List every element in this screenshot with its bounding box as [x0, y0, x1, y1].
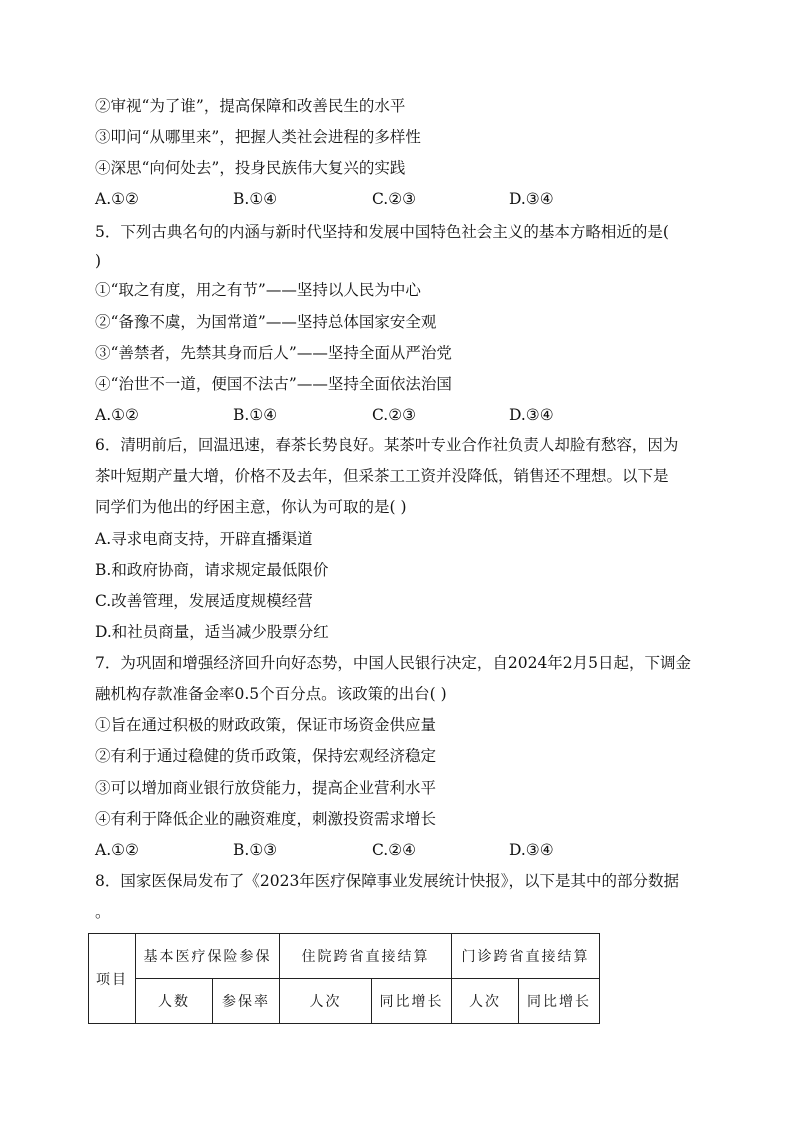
q5-option-c: C.②③	[372, 406, 417, 424]
q4-option-d: D.③④	[509, 190, 554, 208]
q4-item-2: ②审视“为了谁”，提高保障和改善民生的水平	[95, 97, 406, 115]
q7-stem-line-2: 融机构存款准备金率0.5个百分点。该政策的出台( )	[95, 685, 447, 703]
q6-stem-line-2: 茶叶短期产量大增，价格不及去年，但采茶工工资并没降低，销售还不理想。以下是	[95, 467, 669, 485]
q6-option-d: D.和社员商量，适当减少股票分红	[95, 623, 329, 641]
q5-item-1: ①“取之有度，用之有节”——坚持以人民为中心	[95, 281, 421, 299]
q6-stem-line-3: 同学们为他出的纾困主意，你认为可取的是( )	[95, 498, 407, 516]
table-row-header: 项目	[89, 934, 136, 1024]
q5-item-3: ③“善禁者，先禁其身而后人”——坚持全面从严治党	[95, 344, 452, 362]
table-subheader-inpatient-growth: 同比增长	[372, 979, 452, 1024]
q5-stem-line-1: 5．下列古典名句的内涵与新时代坚持和发展中国特色社会主义的基本方略相近的是(	[95, 223, 669, 241]
q8-stem-line-2: 。	[95, 903, 111, 921]
q5-option-b: B.①④	[233, 406, 278, 424]
q7-item-4: ④有利于降低企业的融资难度，刺激投资需求增长	[95, 810, 437, 828]
table-group-outpatient: 门诊跨省直接结算	[452, 934, 600, 979]
q6-stem-line-1: 6．清明前后，回温迅速，春茶长势良好。某茶叶专业合作社负责人却脸有愁容，因为	[95, 436, 679, 454]
q7-option-d: D.③④	[509, 841, 554, 859]
q7-item-2: ②有利于通过稳健的货币政策，保持宏观经济稳定	[95, 747, 437, 765]
table-subheader-outpatient-growth: 同比增长	[519, 979, 600, 1024]
q5-stem-line-2: )	[95, 252, 102, 270]
table-subheader-rate: 参保率	[213, 979, 280, 1024]
q8-stem-line-1: 8．国家医保局发布了《2023年医疗保障事业发展统计快报》，以下是其中的部分数据	[95, 872, 680, 890]
q4-item-3: ③叩问“从哪里来”，把握人类社会进程的多样性	[95, 128, 421, 146]
q5-item-4: ④“治世不一道，便国不法古”——坚持全面依法治国	[95, 375, 452, 393]
table-subheader-outpatient-count: 人次	[452, 979, 519, 1024]
table-group-insurance: 基本医疗保险参保	[136, 934, 280, 979]
medical-insurance-table	[88, 933, 600, 1024]
table-subheader-inpatient-count: 人次	[280, 979, 372, 1024]
q7-stem-line-1: 7．为巩固和增强经济回升向好态势，中国人民银行决定，自2024年2月5日起，下调金	[95, 654, 692, 672]
q5-option-d: D.③④	[509, 406, 554, 424]
q6-option-b: B.和政府协商，请求规定最低限价	[95, 561, 329, 579]
q6-option-a: A.寻求电商支持，开辟直播渠道	[95, 530, 313, 548]
q4-option-c: C.②③	[372, 190, 417, 208]
q4-item-4: ④深思“向何处去”，投身民族伟大复兴的实践	[95, 159, 406, 177]
q5-item-2: ②“备豫不虞，为国常道”——坚持总体国家安全观	[95, 313, 437, 331]
q7-item-3: ③可以增加商业银行放贷能力，提高企业营利水平	[95, 779, 437, 797]
q7-option-a: A.①②	[95, 841, 139, 859]
q4-option-a: A.①②	[95, 190, 139, 208]
q6-option-c: C.改善管理，发展适度规模经营	[95, 592, 313, 610]
q7-item-1: ①旨在通过积极的财政政策，保证市场资金供应量	[95, 716, 437, 734]
q7-option-c: C.②④	[372, 841, 417, 859]
q7-option-b: B.①③	[233, 841, 278, 859]
q4-option-b: B.①④	[233, 190, 278, 208]
q5-option-a: A.①②	[95, 406, 139, 424]
table-subheader-people: 人数	[136, 979, 213, 1024]
table-group-inpatient: 住院跨省直接结算	[280, 934, 452, 979]
